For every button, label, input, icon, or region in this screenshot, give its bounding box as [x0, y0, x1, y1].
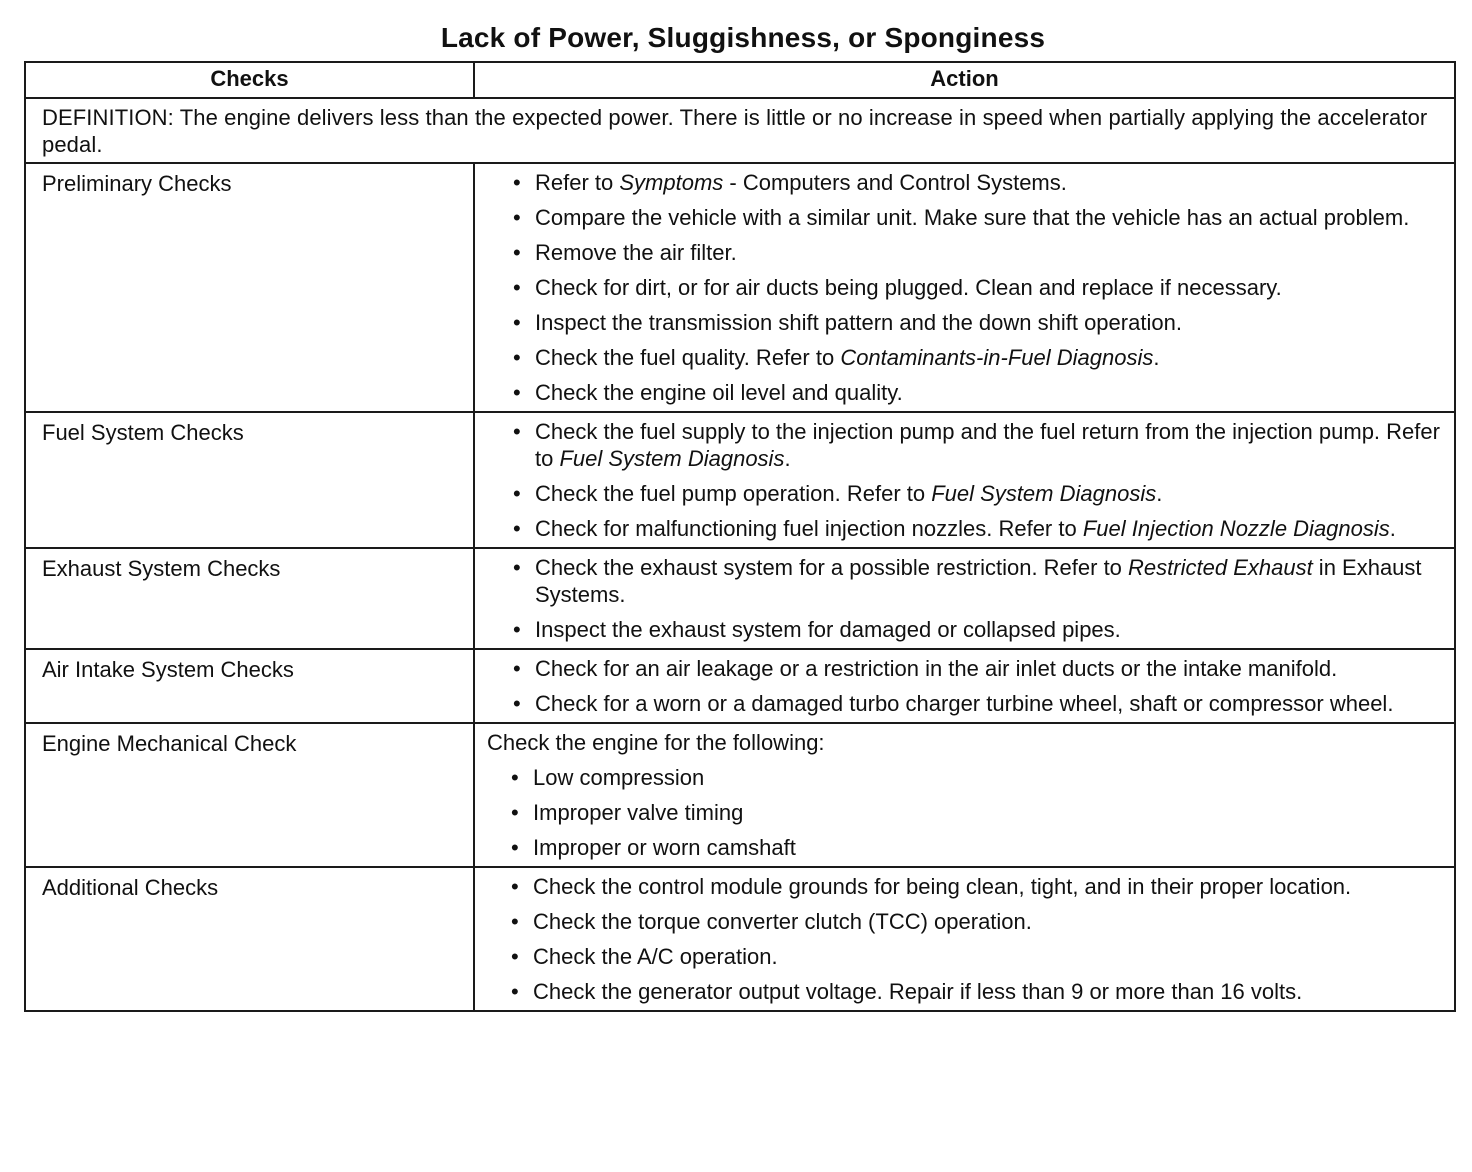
item-text: . [1389, 516, 1396, 541]
reference-text: Fuel System Diagnosis [559, 446, 785, 471]
diagnosis-table [24, 61, 1456, 1012]
bullet-icon: • [513, 380, 521, 405]
action-item [487, 799, 1444, 826]
action-item [487, 204, 1444, 231]
action-intro: Check the engine for the following: [487, 730, 825, 755]
item-text: Check the fuel supply to the injection pump and the fuel return from the injection pump. Refer to [535, 419, 1440, 471]
item-text: Check for malfunctioning fuel injection nozzles. Refer to [535, 516, 1083, 541]
bullet-icon: • [513, 555, 521, 580]
bullet-icon: • [513, 170, 521, 195]
action-item [487, 480, 1444, 507]
action-item [487, 169, 1444, 196]
action-list [487, 764, 1444, 861]
item-text: . [1156, 481, 1163, 506]
action-item [487, 554, 1444, 608]
action-item [487, 344, 1444, 371]
reference-text: Fuel System Diagnosis [931, 481, 1157, 506]
reference-text: Symptoms [619, 170, 724, 195]
item-text: Check the fuel pump operation. Refer to [535, 481, 932, 506]
bullet-icon: • [513, 419, 521, 444]
item-text: Check for a worn or a damaged turbo charger turbine wheel, shaft or compressor wheel. [535, 691, 1394, 716]
item-text: Check for an air leakage or a restriction in the air inlet ducts or the intake manifold. [535, 656, 1338, 681]
action-item [487, 943, 1444, 970]
table-row [25, 412, 1455, 548]
action-list [487, 655, 1444, 717]
item-text: Improper or worn camshaft [533, 835, 796, 860]
action-item [487, 418, 1444, 472]
page-title: Lack of Power, Sluggishness, or Sponginess [440, 22, 1046, 53]
table-row [25, 867, 1455, 1011]
table-row [25, 649, 1455, 723]
table-row [25, 548, 1455, 649]
reference-text: Contaminants-in-Fuel Diagnosis [840, 345, 1154, 370]
bullet-icon: • [513, 345, 521, 370]
check-name: Fuel System Checks [25, 412, 474, 548]
table-row [25, 723, 1455, 867]
action-item [487, 908, 1444, 935]
action-item [487, 239, 1444, 266]
action-item [487, 764, 1444, 791]
bullet-icon: • [513, 481, 521, 506]
bullet-icon: • [511, 944, 519, 969]
item-text: Check the exhaust system for a possible restriction. Refer to [535, 555, 1129, 580]
check-name: Engine Mechanical Check [25, 723, 474, 867]
action-list [487, 418, 1444, 542]
check-name: Air Intake System Checks [25, 649, 474, 723]
item-text: Check for dirt, or for air ducts being plugged. Clean and replace if necessary. [535, 275, 1282, 300]
item-text: Check the engine oil level and quality. [535, 380, 903, 405]
action-cell [474, 163, 1455, 412]
bullet-icon: • [513, 656, 521, 681]
item-text: Check the control module grounds for being clean, tight, and in their proper location. [533, 874, 1352, 899]
reference-text: Restricted Exhaust [1128, 555, 1313, 580]
item-text: Check the fuel quality. Refer to [535, 345, 841, 370]
bullet-icon: • [513, 275, 521, 300]
reference-text: Fuel Injection Nozzle Diagnosis [1082, 516, 1390, 541]
action-item [487, 309, 1444, 336]
item-text: Inspect the exhaust system for damaged or collapsed pipes. [535, 617, 1121, 642]
item-text: in Exhaust Systems. [535, 555, 1422, 607]
action-item [487, 515, 1444, 542]
action-item [487, 978, 1444, 1005]
definition-row [25, 98, 1455, 163]
item-text: Check the A/C operation. [533, 944, 778, 969]
action-list [487, 873, 1444, 1005]
item-text: Remove the air filter. [535, 240, 737, 265]
bullet-icon: • [513, 516, 521, 541]
bullet-icon: • [511, 800, 519, 825]
action-item [487, 379, 1444, 406]
item-text: Check the generator output voltage. Repair if less than 9 or more than 16 volts. [533, 979, 1303, 1004]
action-cell [474, 649, 1455, 723]
bullet-icon: • [513, 617, 521, 642]
action-item [487, 873, 1444, 900]
bullet-icon: • [513, 310, 521, 335]
definition-text: DEFINITION: The engine delivers less than the expected power. There is little or no increase in speed when partially applying the accelerator pedal. [25, 98, 1455, 163]
item-text: Inspect the transmission shift pattern and the down shift operation. [535, 310, 1182, 335]
bullet-icon: • [511, 909, 519, 934]
table-header-row [25, 62, 1455, 98]
action-item [487, 274, 1444, 301]
bullet-icon: • [513, 691, 521, 716]
check-name: Exhaust System Checks [25, 548, 474, 649]
item-text: - Computers and Control Systems. [723, 170, 1067, 195]
item-text: Low compression [533, 765, 705, 790]
bullet-icon: • [511, 835, 519, 860]
item-text: . [784, 446, 791, 471]
check-name: Preliminary Checks [25, 163, 474, 412]
bullet-icon: • [511, 874, 519, 899]
action-cell [474, 412, 1455, 548]
action-cell [474, 867, 1455, 1011]
action-item [487, 834, 1444, 861]
action-item [487, 690, 1444, 717]
action-list [487, 554, 1444, 643]
action-list [487, 169, 1444, 406]
bullet-icon: • [513, 205, 521, 230]
action-cell [474, 548, 1455, 649]
table-row [25, 163, 1455, 412]
item-text: Refer to [535, 170, 620, 195]
action-cell [474, 723, 1455, 867]
action-column-header: Action [474, 62, 1455, 98]
item-text: . [1153, 345, 1160, 370]
action-item [487, 655, 1444, 682]
item-text: Check the torque converter clutch (TCC) operation. [533, 909, 1032, 934]
action-item [487, 616, 1444, 643]
bullet-icon: • [513, 240, 521, 265]
bullet-icon: • [511, 979, 519, 1004]
item-text: Compare the vehicle with a similar unit. Make sure that the vehicle has an actual problem. [535, 205, 1410, 230]
bullet-icon: • [511, 765, 519, 790]
check-name: Additional Checks [25, 867, 474, 1011]
checks-column-header: Checks [25, 62, 474, 98]
item-text: Improper valve timing [533, 800, 744, 825]
